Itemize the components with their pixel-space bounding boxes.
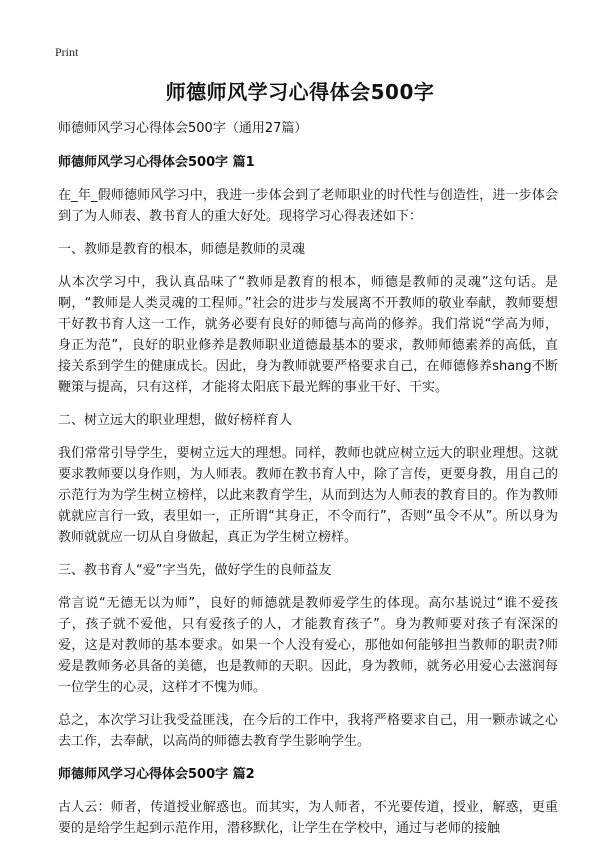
article-paragraph: 常言说“无德无以为师”，良好的师德就是教师爱学生的体现。高尔基说过“谁不爱孩子，孩子就不爱他，只有爱孩子的人，才能教育孩子”。身为教师要对孩子有深深的爱，这是对教师的基本要求。如果一个人没有爱心，那他如何能够担当教师的职责?师爱是教师务必具备的美德，也是教师的天职。因此，身为教师，就务必用爱心去滋润每一位学生的心灵，这样才不愧为师。: [58, 596, 558, 695]
document-subtitle: 师德师风学习心得体会500字（通用27篇）: [58, 121, 308, 136]
article-paragraph: 古人云：师者，传道授业解惑也。而其实，为人师者，不光要传道，授业，解惑，更重要的是给学生起到示范作用，潜移默化，让学生在学校中，通过与老师的接触: [58, 800, 558, 836]
article-heading: 师德师风学习心得体会500字 篇2: [58, 767, 255, 782]
section-title: 三、教书育人“爱”字当先，做好学生的良师益友: [58, 563, 332, 578]
print-label: Print: [55, 45, 79, 59]
article-paragraph: 从本次学习中，我认真品味了“教师是教育的根本，师德是教师的灵魂”这句话。是啊，“教师是人类灵魂的工程师。”社会的进步与发展离不开教师的敬业奉献，教师要想干好教书育人这一工作，就务必要有良好的师德与高尚的修养。我们常说“学高为师，身正为范”，良好的职业修养是教师职业道德最基本的要求，教师师德素养的高低，直接关系到学生的健康成长。因此，身为教师就要严格要求自己，在师德修养shang不断鞭策与提高，只有这样，才能将太阳底下最光辉的事业干好、干实。: [58, 275, 558, 395]
article-paragraph: 我们常常引导学生，要树立远大的理想。同样，教师也就应树立远大的职业理想。这就要求教师要以身作则，为人师表。教师在教书育人中，除了言传，更要身教，用自己的示范行为为学生树立榜样，以此来教育学生，从而到达为人师表的教育目的。作为教师就就应言行一致，表里如一，正所谓“其身正，不令而行”，否则“虽令不从”。所以身为教师就就应一切从自身做起，真正为学生树立榜样。: [58, 446, 558, 545]
article-heading: 师德师风学习心得体会500字 篇1: [58, 155, 255, 170]
article-paragraph: 在_年_假师德师风学习中，我进一步体会到了老师职业的时代性与创造性，进一步体会到了为人师表、教书育人的重大好处。现将学习心得表述如下：: [58, 188, 558, 224]
article-paragraph: 总之，本次学习让我受益匪浅，在今后的工作中，我将严格要求自己，用一颗赤诚之心去工作，去奉献，以高尚的师德去教育学生影响学生。: [58, 713, 558, 749]
section-title: 一、教师是教育的根本，师德是教师的灵魂: [58, 242, 306, 257]
page-title: 师德师风学习心得体会500字: [165, 80, 435, 104]
document-body: [58, 118, 558, 851]
section-title: 二、树立远大的职业理想，做好榜样育人: [58, 413, 293, 428]
